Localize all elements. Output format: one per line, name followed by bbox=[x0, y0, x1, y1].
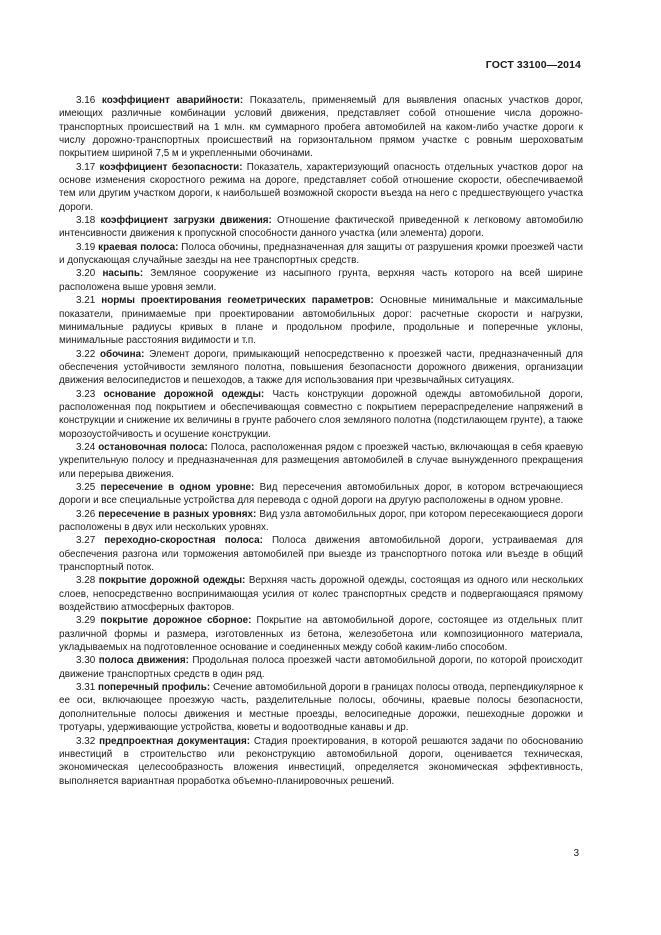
entry-term: пересечение в разных уровнях: bbox=[98, 508, 257, 520]
definition-entry bbox=[59, 508, 583, 535]
entry-text: Вид узла автомобильных дорог, при котором пересекающиеся дороги расположены в двух или нескольких уровнях. bbox=[59, 508, 584, 533]
entry-number: 3.17 bbox=[76, 161, 96, 173]
entry-text: Вид пересечения автомобильных дорог, в котором встречающиеся дороги и все специальные устройства для перевода с одной дороги на другую расположены в одном уровне. bbox=[59, 481, 583, 507]
definition-entry bbox=[59, 94, 583, 161]
entry-term: предпроектная документация: bbox=[99, 735, 251, 747]
entry-text: Основные минимальные и максимальные показатели, принимаемые при проектировании автомобильных дорог: расчетные скорости и нагрузки, минимальные радиусы кривых в плане и продольном профиле, продольные и поперечные уклоны, минимальные расстояния видимости и т.п. bbox=[59, 295, 583, 347]
entry-term: обочина: bbox=[99, 348, 145, 360]
entry-term: покрытие дорожной одежды: bbox=[98, 575, 246, 587]
definition-entry bbox=[59, 267, 583, 294]
entry-term: пересечение в одном уровне: bbox=[100, 481, 255, 493]
definition-entry bbox=[59, 534, 583, 574]
entry-number: 3.29 bbox=[76, 615, 96, 627]
entry-text: Полоса, расположенная рядом с проезжей частью, включающая в себя краевую укрепительную полосу и предназначенная для размещения автомобилей в случае вынужденного прекращения или перерыва движения. bbox=[59, 441, 583, 480]
entry-number: 3.22 bbox=[76, 348, 96, 360]
entry-term: переходно-скоростная полоса: bbox=[104, 535, 263, 547]
definition-entry bbox=[59, 735, 583, 788]
entry-text: Полоса движения автомобильной дороги, устраиваемая для обеспечения разгона или торможения автомобилей при выезде из транспортного потока или въезде в общий транспортный поток. bbox=[59, 535, 583, 574]
definition-entry bbox=[59, 441, 583, 481]
entry-text: Полоса обочины, предназначенная для защиты от разрушения кромки проезжей части и допускающая случайные заезды на нее транспортных средств. bbox=[59, 241, 583, 267]
definition-entry bbox=[59, 241, 583, 268]
entry-term: полоса движения: bbox=[98, 655, 189, 667]
entry-text: Отношение фактической приведенной к легковому автомобилю интенсивности движения к пропускной способности данного участка (или элемента) дороги. bbox=[59, 215, 583, 240]
entry-number: 3.25 bbox=[76, 481, 96, 493]
entry-number: 3.23 bbox=[76, 388, 96, 400]
entry-term: коэффициент безопасности: bbox=[99, 161, 243, 173]
definition-entry bbox=[59, 481, 583, 508]
entry-number: 3.24 bbox=[76, 441, 96, 453]
entry-text: Земляное сооружение из насыпного грунта, верхняя часть которого на всей ширине расположена выше уровня земли. bbox=[59, 268, 583, 293]
entry-number: 3.16 bbox=[76, 95, 96, 106]
entry-number: 3.18 bbox=[76, 215, 96, 227]
entry-text: Часть конструкции дорожной одежды автомобильной дороги, расположенная под покрытием и обеспечивающая совместно с покрытием перераспределение напряжений в конструкции и снижение их величины в грунте рабочего слоя земляного полотна (подстилающем грунте), а также морозоустойчивость и осушение конструкции. bbox=[59, 388, 583, 440]
document-code: ГОСТ 33100—2014 bbox=[485, 59, 581, 71]
entry-term: покрытие дорожное сборное: bbox=[100, 615, 252, 627]
entry-number: 3.19 bbox=[76, 241, 96, 253]
entry-text: Стадия проектирования, в которой решаются задачи по обоснованию инвестиций в строительство или реконструкцию автомобильной дороги, оценивается техническая, экономическая целесообразность вложения инвестиций, определяется экономическая эффективность, выполняется вариантная проработка объемно-планировочных решений. bbox=[59, 735, 583, 787]
entry-text: Продольная полоса проезжей части автомобильной дороги, по которой происходит движение транспортных средств в один ряд. bbox=[59, 655, 583, 680]
page-number: 3 bbox=[573, 848, 579, 859]
definition-entry bbox=[59, 681, 583, 734]
entry-term: краевая полоса: bbox=[98, 241, 179, 253]
definitions-list bbox=[59, 94, 583, 788]
entry-number: 3.30 bbox=[76, 655, 96, 667]
definition-entry bbox=[59, 161, 583, 214]
entry-term: коэффициент загрузки движения: bbox=[100, 215, 272, 227]
entry-number: 3.20 bbox=[76, 268, 96, 280]
entry-number: 3.32 bbox=[76, 735, 96, 747]
definition-entry bbox=[59, 388, 583, 441]
definition-entry bbox=[59, 214, 583, 241]
entry-term: насыпь: bbox=[102, 268, 144, 280]
entry-term: поперечный профиль: bbox=[98, 682, 211, 694]
entry-number: 3.28 bbox=[76, 575, 96, 587]
entry-term: основание дорожной одежды: bbox=[103, 388, 265, 400]
entry-number: 3.21 bbox=[76, 295, 96, 307]
entry-number: 3.31 bbox=[76, 682, 96, 694]
entry-text: Показатель, применяемый для выявления опасных участков дорог, имеющих различные комбинации условий движения, представляет собой отношение числа дорожно-транспортных происшествий на 1 млн. км суммарного пробега автомобилей на каком-либо участке дороги к числу дорожно-транспортных происшествий на горизонтальном прямом участке с ровным шероховатым покрытием шириной 7,5 м и укрепленными обочинами. bbox=[59, 95, 584, 160]
definition-entry bbox=[59, 348, 583, 388]
entry-term: остановочная полоса: bbox=[98, 441, 208, 453]
entry-number: 3.26 bbox=[76, 508, 96, 520]
definition-entry bbox=[59, 614, 583, 654]
definition-entry bbox=[59, 294, 583, 347]
entry-term: нормы проектирования геометрических параметров: bbox=[101, 295, 374, 307]
entry-text: Покрытие на автомобильной дороге, состоящее из отдельных плит различной формы и размера, изготовленных из бетона, железобетона или композиционного материала, укладываемых на подготовленное основание и соединенных между собой каким-либо способом. bbox=[59, 615, 584, 654]
entry-text: Верхняя часть дорожной одежды, состоящая из одного или нескольких слоев, непосредственно воспринимающая усилия от колес транспортных средств и подвергающаяся прямому воздействию атмосферных факторов. bbox=[59, 575, 584, 614]
entry-text: Сечение автомобильной дороги в границах полосы отвода, перпендикулярное к ее оси, включающее проезжую часть, разделительные полосы, обочины, краевые полосы безопасности, дополнительные полосы движения и местные проезды, велосипедные дорожки, пешеходные дорожки и тротуары, удерживающие устройства, кюветы и водоотводные канавы и др. bbox=[59, 682, 583, 734]
entry-text: Показатель, характеризующий опасность отдельных участков дорог на основе изменения скоростного режима на дороге, представляет собой отношение скорости, обеспечиваемой тем или другим участком дороги, к наибольшей возможной скорости въезда на него с предшествующего участка дороги. bbox=[59, 161, 583, 213]
entry-number: 3.27 bbox=[76, 535, 96, 547]
entry-text: Элемент дороги, примыкающий непосредственно к проезжей части, предназначенный для обеспечения устойчивости земляного полотна, повышения безопасности дорожного движения, организации движения велосипедистов и пешеходов, а также для использования при чрезвычайных ситуациях. bbox=[59, 348, 584, 387]
definition-entry bbox=[59, 654, 583, 681]
entry-term: коэффициент аварийности: bbox=[101, 95, 244, 106]
definition-entry bbox=[59, 574, 583, 614]
